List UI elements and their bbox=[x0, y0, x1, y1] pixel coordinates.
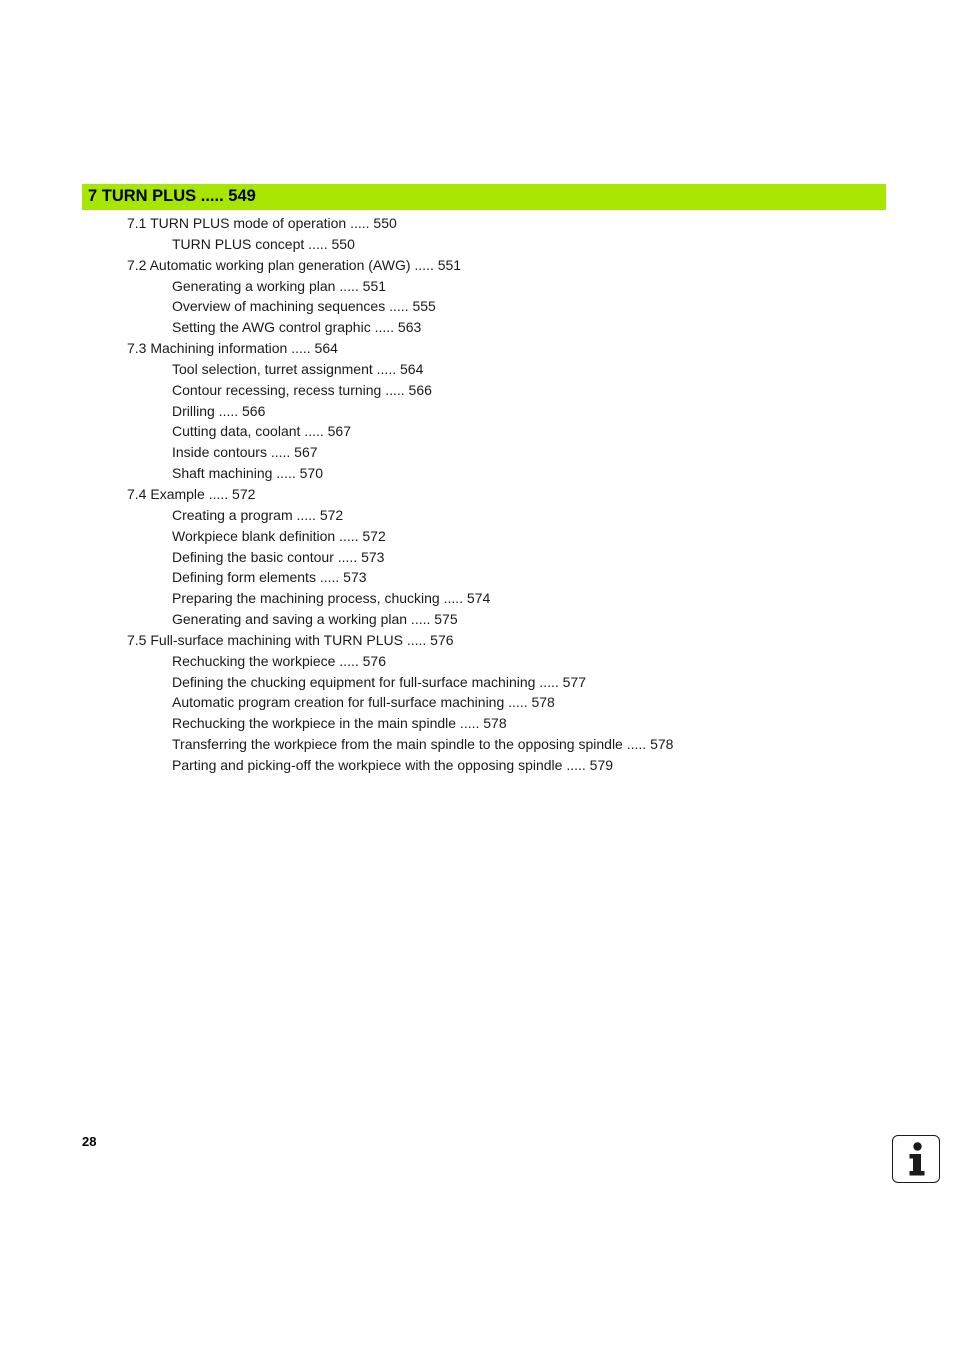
toc-entry[interactable]: Transferring the workpiece from the main spindle to the opposing spindle ..... 578 bbox=[172, 736, 674, 753]
toc-entry[interactable]: Parting and picking-off the workpiece with the opposing spindle ..... 579 bbox=[172, 756, 614, 773]
toc-section-7-2[interactable]: 7.2 Automatic working plan generation (AWG) ..... 551 bbox=[127, 256, 462, 273]
page-number: 28 bbox=[82, 1134, 97, 1149]
toc-entry[interactable]: Preparing the machining process, chucking ..... 574 bbox=[172, 590, 491, 607]
chapter-title[interactable]: 7 TURN PLUS ..... 549 bbox=[88, 187, 256, 205]
chapter-heading-bar bbox=[82, 184, 886, 210]
toc-entry[interactable]: Generating and saving a working plan ..... 575 bbox=[172, 611, 458, 628]
toc-entry[interactable]: Workpiece blank definition ..... 572 bbox=[172, 527, 386, 544]
toc-entry[interactable]: Rechucking the workpiece in the main spindle ..... 578 bbox=[172, 715, 507, 732]
toc-entry[interactable]: Overview of machining sequences ..... 555 bbox=[172, 298, 436, 315]
toc-entry[interactable]: Creating a program ..... 572 bbox=[172, 506, 344, 523]
toc-entry[interactable]: Tool selection, turret assignment ..... 564 bbox=[172, 360, 424, 377]
table-of-contents bbox=[0, 213, 954, 776]
toc-entry[interactable]: Drilling ..... 566 bbox=[172, 402, 266, 419]
toc-section-7-3[interactable]: 7.3 Machining information ..... 564 bbox=[127, 340, 338, 357]
toc-entry[interactable]: Cutting data, coolant ..... 567 bbox=[172, 423, 352, 440]
toc-entry[interactable]: Setting the AWG control graphic ..... 563 bbox=[172, 319, 422, 336]
toc-entry[interactable]: Defining the basic contour ..... 573 bbox=[172, 548, 385, 565]
info-glyph bbox=[893, 1136, 938, 1181]
toc-entry[interactable]: Generating a working plan ..... 551 bbox=[172, 277, 387, 294]
toc-entry[interactable]: Defining the chucking equipment for full-surface machining ..... 577 bbox=[172, 673, 587, 690]
toc-entry[interactable]: Inside contours ..... 567 bbox=[172, 444, 318, 461]
toc-section-7-4[interactable]: 7.4 Example ..... 572 bbox=[127, 485, 256, 502]
toc-entry[interactable]: Shaft machining ..... 570 bbox=[172, 465, 323, 482]
toc-section-7-1[interactable]: 7.1 TURN PLUS mode of operation ..... 550 bbox=[127, 215, 397, 231]
toc-entry[interactable]: Automatic program creation for full-surface machining ..... 578 bbox=[172, 694, 555, 711]
info-icon[interactable] bbox=[892, 1135, 940, 1183]
toc-entry[interactable]: Rechucking the workpiece ..... 576 bbox=[172, 652, 387, 669]
toc-entry[interactable]: TURN PLUS concept ..... 550 bbox=[172, 235, 355, 252]
toc-entry[interactable]: Defining form elements ..... 573 bbox=[172, 569, 367, 586]
toc-entry[interactable]: Contour recessing, recess turning ..... 566 bbox=[172, 381, 432, 398]
toc-section-7-5[interactable]: 7.5 Full-surface machining with TURN PLUS ..... 576 bbox=[127, 631, 454, 648]
